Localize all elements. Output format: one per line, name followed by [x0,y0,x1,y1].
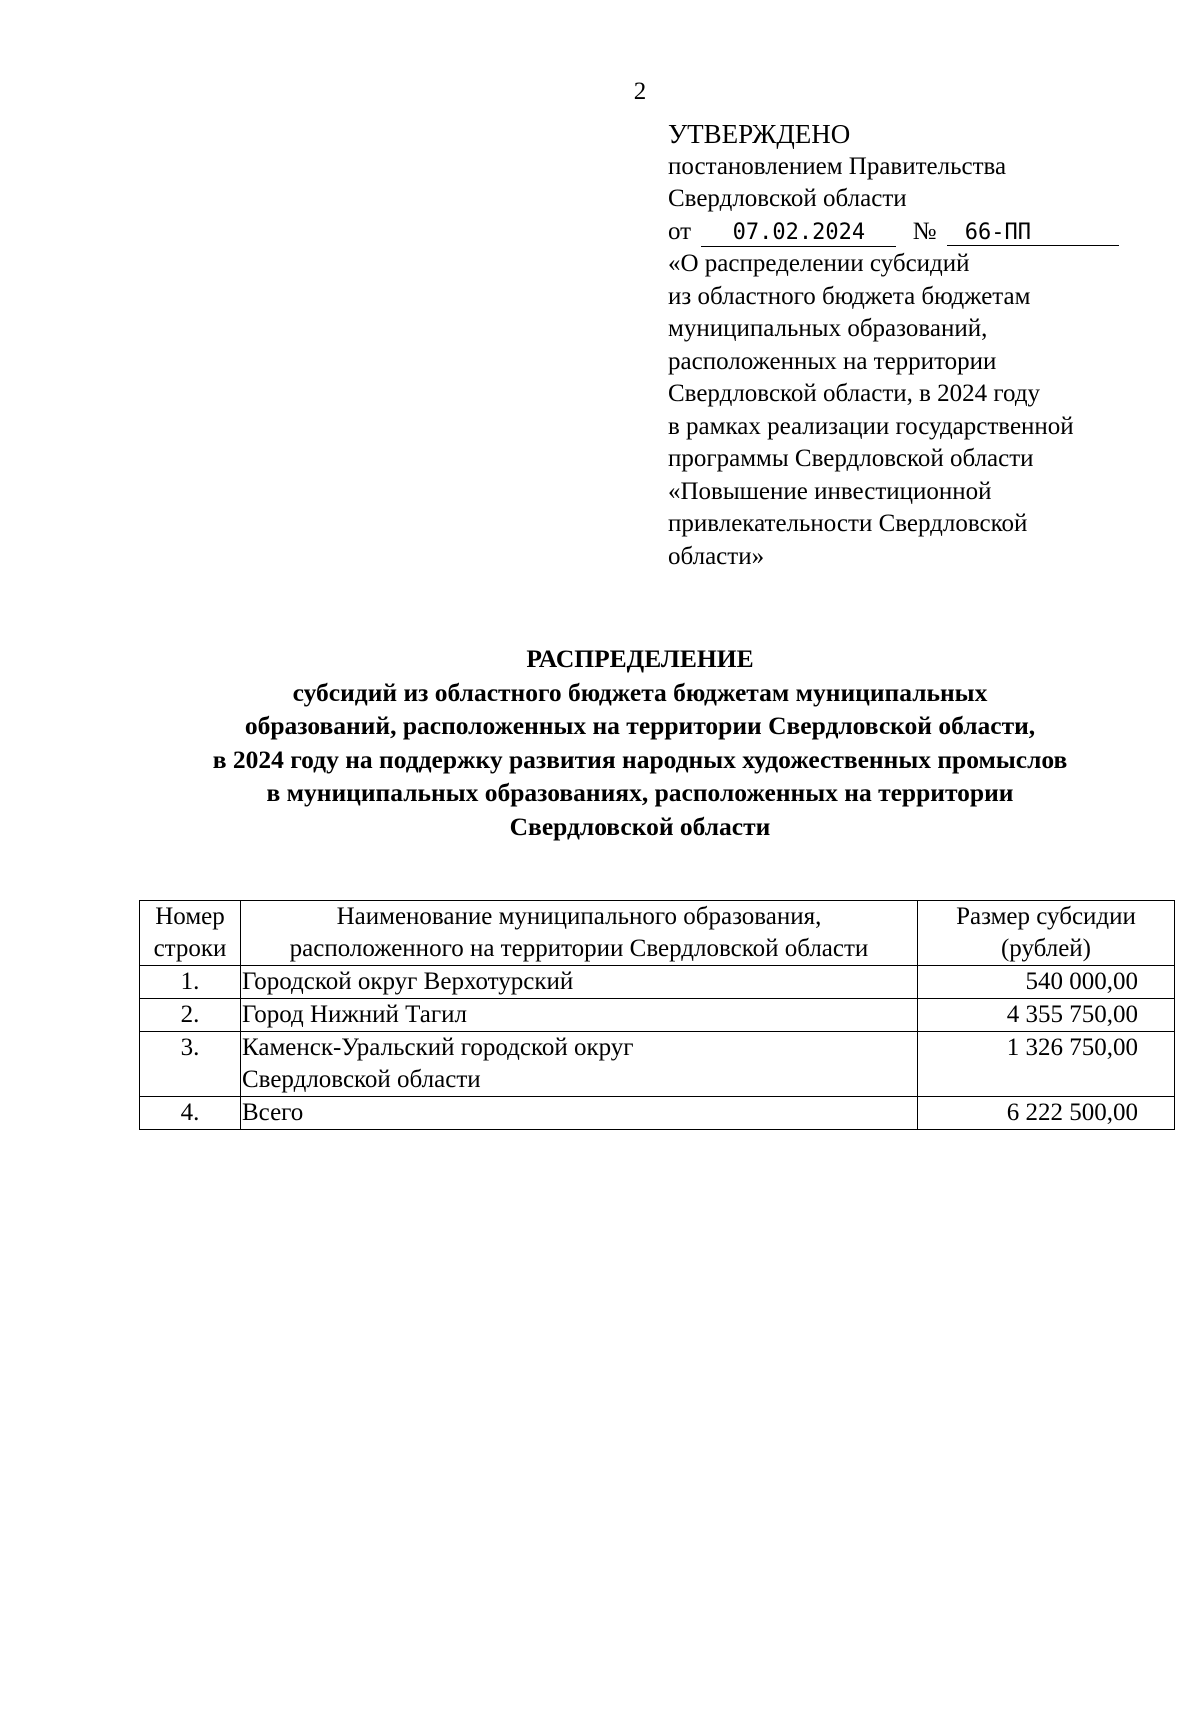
approval-line: привлекательности Свердловской [668,510,1028,537]
header-name [241,901,918,966]
approval-line: муниципальных образований, [668,315,988,342]
row-num: 2. [140,999,241,1032]
approval-line: «Повышение инвестиционной [668,477,992,505]
row-name [241,1097,918,1130]
date-value: 07.02.2024 [701,220,896,247]
title-line: Свердловской области [509,811,771,841]
header-text: Наименование муниципального образования, [336,903,822,930]
header-text: Размер субсидии [956,903,1136,930]
approval-date-number-row [668,216,1168,249]
table-row [140,1032,1175,1097]
date-prefix: от [668,217,692,245]
row-amount: 540 000,00 [918,966,1175,999]
approval-heading: УТВЕРЖДЕНО [668,119,851,149]
row-amount: 4 355 750,00 [918,999,1175,1032]
table-row [140,1097,1175,1130]
title-line: в 2024 году на поддержку развития народных художественных промыслов [212,744,1068,774]
number-prefix: № [912,217,937,245]
approval-line: в рамках реализации государственной [668,412,1074,440]
title-line: образований, расположенных на территории Свердловской области, [244,711,1036,741]
approval-block [668,118,1168,573]
header-amount [918,901,1175,966]
table-row [140,966,1175,999]
row-name [241,1032,918,1097]
approval-line: «О распределении субсидий [668,250,970,277]
subsidy-table [139,900,1175,1130]
row-amount: 1 326 750,00 [918,1032,1175,1097]
row-num: 3. [140,1032,241,1097]
title-line: субсидий из областного бюджета бюджетам муниципальных [292,677,988,707]
page-number: 2 [633,78,647,105]
header-num [140,901,241,966]
document-title [140,642,1140,844]
table-row [140,999,1175,1032]
header-text: Номер [155,903,225,930]
title-line: в муниципальных образованиях, расположенных на территории [266,778,1014,808]
approval-line: из областного бюджета бюджетам [668,282,1031,310]
title-heading: РАСПРЕДЕЛЕНИЕ [526,644,754,673]
header-text: расположенного на территории Свердловской области [289,935,869,962]
row-name-line: Каменск-Уральский городской округ [242,1034,634,1061]
row-name-line: Городской округ Верхотурский [242,968,574,995]
row-name-line: Всего [242,1099,304,1126]
approval-line: области» [668,542,765,570]
row-num: 4. [140,1097,241,1130]
row-amount: 6 222 500,00 [918,1097,1175,1130]
row-name-line: Город Нижний Тагил [242,1001,467,1028]
approval-line: расположенных на территории [668,347,997,375]
approval-line: Свердловской области, в 2024 году [668,380,1041,407]
header-text: (рублей) [1000,935,1092,962]
table-header-row [140,901,1175,966]
approval-line: Свердловской области [668,185,907,212]
row-name [241,999,918,1032]
approval-line: постановлением Правительства [668,152,1007,180]
header-text: строки [153,935,227,962]
approval-line: программы Свердловской области [668,445,1034,472]
row-name-line: Свердловской области [242,1066,481,1093]
row-num: 1. [140,966,241,999]
number-value: 66-ПП [947,220,1119,246]
row-name [241,966,918,999]
